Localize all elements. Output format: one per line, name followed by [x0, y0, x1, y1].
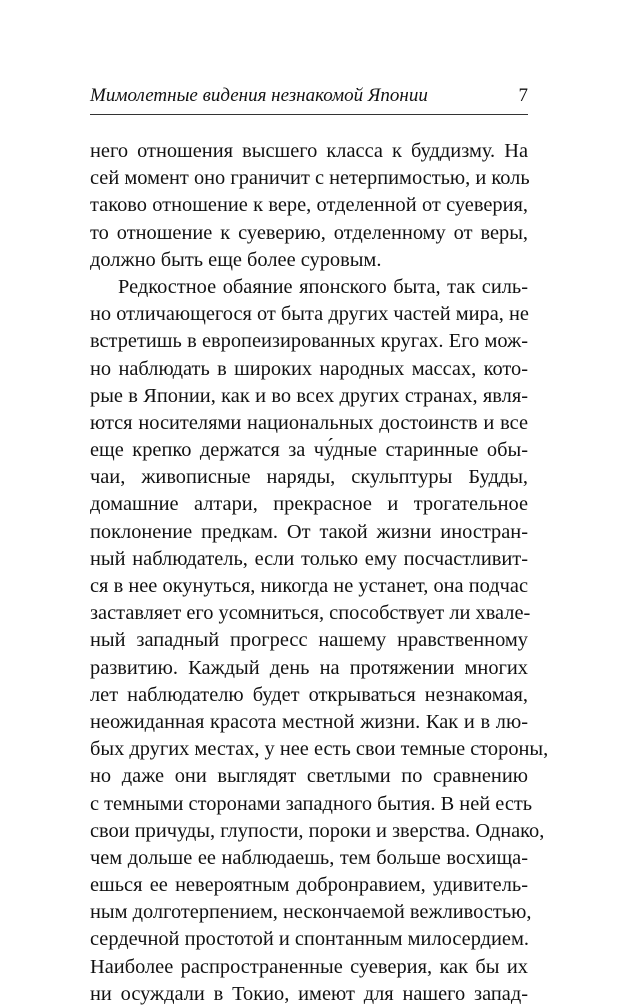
text-line: ным долготерпением, нескончаемой вежливостью,	[90, 901, 532, 924]
text-line: ный западный прогресс нашему нравственному	[90, 629, 528, 652]
text-line: ный наблюдатель, если только ему посчастливит-	[90, 547, 528, 570]
paragraph-2	[90, 274, 549, 1008]
text-line: еще крепко держатся за чу́дные старинные обы-	[90, 439, 528, 462]
text-line: чаи, живописные наряды, скульптуры Будды,	[90, 466, 528, 489]
text-line: таково отношение к вере, отделенной от суеверия,	[90, 194, 528, 217]
text-line: то отношение к суеверию, отделенному от веры,	[90, 221, 528, 244]
body-text	[90, 138, 549, 1008]
text-line: домашние алтари, прекрасное и трогательное	[90, 493, 528, 516]
paragraph-1	[90, 138, 528, 274]
text-line: но даже они выглядят светлыми по сравнению	[90, 765, 528, 788]
text-line: но отличающегося от быта других частей мира, не	[90, 303, 529, 326]
running-head	[90, 84, 528, 108]
text-line: Редкостное обаяние японского быта, так силь-	[118, 275, 528, 298]
text-line: развитию. Каждый день на протяжении многих	[90, 656, 528, 679]
text-line: заставляет его усомниться, способствует ли хвале-	[90, 602, 531, 625]
text-line: ются носителями национальных достоинств и все	[90, 411, 528, 434]
text-line: встретишь в европеизированных кругах. Его мож-	[90, 330, 528, 353]
text-line: сей момент оно граничит с нетерпимостью, и коль	[90, 167, 530, 190]
text-line: свои причуды, глупости, пороки и зверства. Однако,	[90, 819, 545, 842]
text-line: рые в Японии, как и во всех других странах, явля-	[90, 384, 528, 407]
running-title: Мимолетные видения незнакомой Японии	[90, 85, 428, 106]
text-line: ни осуждали в Токио, имеют для нашего запад-	[90, 982, 528, 1005]
text-line: поклонение предкам. От такой жизни иностран-	[90, 520, 528, 543]
text-line: но наблюдать в широких народных массах, кото-	[90, 357, 528, 380]
text-line: Наиболее распространенные суеверия, как бы их	[90, 955, 528, 978]
text-line: сердечной простотой и спонтанным милосердием.	[90, 928, 529, 951]
text-line: должно быть еще более суровым.	[90, 248, 382, 271]
text-line: с темными сторонами западного бытия. В ней есть	[90, 792, 533, 815]
text-line: неожиданная красота местной жизни. Как и в лю-	[90, 710, 528, 733]
text-line: бых других местах, у нее есть свои темные стороны,	[90, 738, 549, 761]
text-line: чем дольше ее наблюдаешь, тем больше восхища-	[90, 846, 528, 869]
text-line: него отношения высшего класса к буддизму. На	[90, 140, 528, 162]
text-line: ся в нее окунуться, никогда не устанет, она подчас	[90, 575, 528, 597]
text-line: лет наблюдателю будет открываться незнакомая,	[90, 683, 528, 706]
text-line: ешься ее невероятным добронравием, удивитель-	[90, 874, 528, 897]
header-rule	[90, 114, 528, 115]
page-number: 7	[518, 85, 528, 106]
